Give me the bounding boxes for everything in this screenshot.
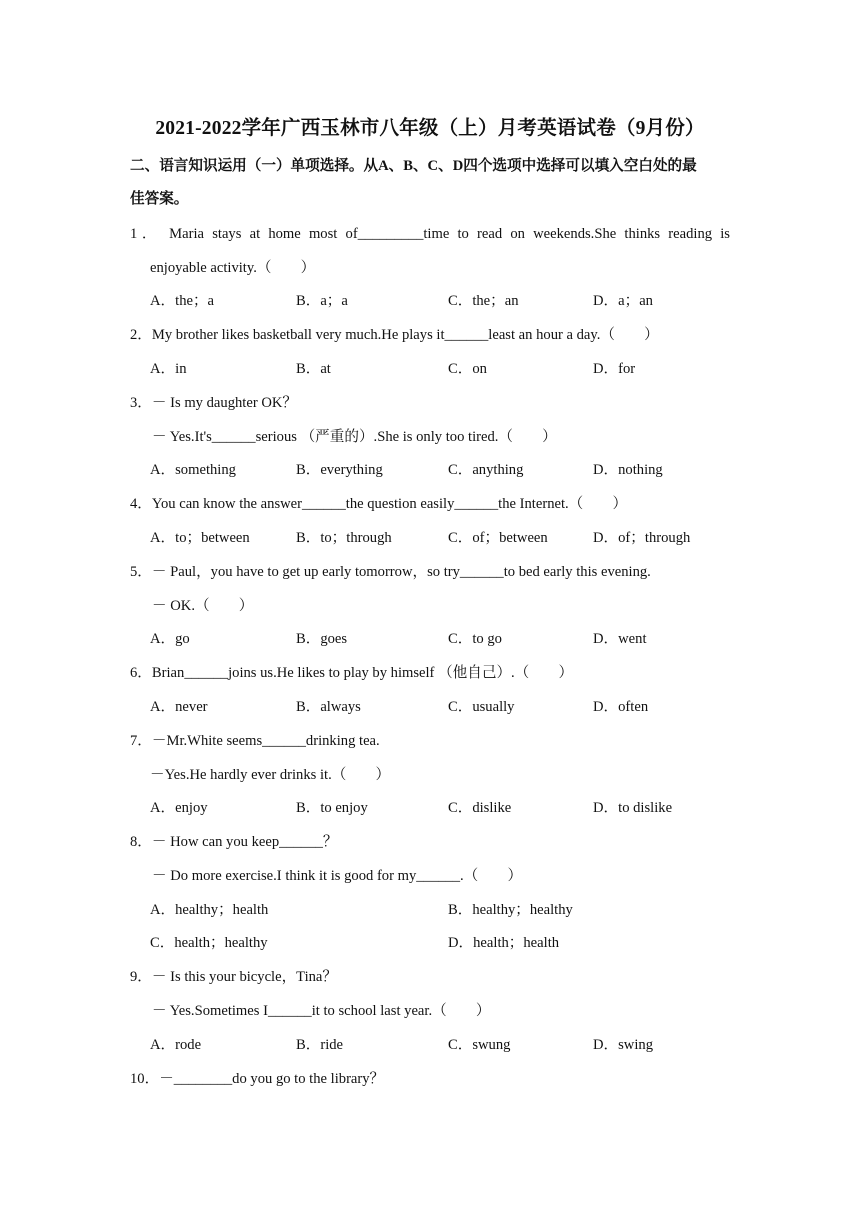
question-5-option-b: B．goes: [296, 631, 348, 647]
question-9-option-c: C．swung: [448, 1037, 511, 1053]
question-4-option-d: D．of；through: [593, 530, 691, 546]
question-7-option-c: C．dislike: [448, 800, 512, 816]
question-7-option-b: B．to enjoy: [296, 800, 368, 816]
question-10-stem: 10．－________do you go to the library？: [130, 1071, 385, 1087]
question-8-option-d: D．health；health: [448, 935, 560, 951]
question-3-option-c: C．anything: [448, 462, 524, 478]
question-1-option-b: B．a；a: [296, 293, 348, 309]
question-9-stem-cont: － Yes.Sometimes I______it to school last year.（ ）: [152, 1003, 491, 1019]
question-9-stem: 9．－ Is this your bicycle，Tina？: [130, 969, 338, 985]
question-5-option-a: A．go: [150, 631, 190, 647]
question-5-stem-cont: － OK.（ ）: [152, 598, 254, 614]
question-2-option-c: C．on: [448, 361, 487, 377]
question-1-option-a: A．the；a: [150, 293, 215, 309]
question-9-option-a: A．rode: [150, 1037, 202, 1053]
page-title: 2021-2022学年广西玉林市八年级（上）月考英语试卷（9月份）: [155, 118, 705, 139]
question-6-option-c: C．usually: [448, 699, 515, 715]
question-9-option-d: D．swing: [593, 1037, 653, 1053]
question-6-option-b: B．always: [296, 699, 361, 715]
question-7-stem-cont: －Yes.He hardly ever drinks it.（ ）: [150, 767, 391, 783]
question-4-stem: 4．You can know the answer______the question easily______the Internet.（ ）: [130, 496, 628, 512]
question-1-option-d: D．a；an: [593, 293, 653, 309]
question-2-option-a: A．in: [150, 361, 187, 377]
question-3-option-a: A．something: [150, 462, 236, 478]
question-4-option-a: A．to；between: [150, 530, 250, 546]
question-4-option-b: B．to；through: [296, 530, 392, 546]
question-5-stem: 5．－ Paul，you have to get up early tomorrow，so try______to bed early this evening.: [130, 564, 651, 580]
question-2-option-d: D．for: [593, 361, 636, 377]
question-8-option-b: B．healthy；healthy: [448, 902, 573, 918]
question-7-stem: 7．－Mr.White seems______drinking tea.: [130, 733, 380, 749]
question-1-stem-cont: enjoyable activity.（ ）: [150, 260, 316, 276]
question-6-option-a: A．never: [150, 699, 208, 715]
question-8-stem-cont: － Do more exercise.I think it is good for my______.（ ）: [152, 868, 523, 884]
question-1-option-c: C．the；an: [448, 293, 519, 309]
question-6-stem: 6．Brian______joins us.He likes to play by himself （他自己）.（ ）: [130, 665, 574, 681]
question-2-stem: 2．My brother likes basketball very much.He plays it______least an hour a day.（ ）: [130, 327, 659, 343]
question-3-stem-cont: － Yes.It's______serious （严重的）.She is only too tired.（ ）: [152, 429, 557, 445]
question-5-option-d: D．went: [593, 631, 647, 647]
question-1-stem: 1． Maria stays at home most of_________time to read on weekends.She thinks reading is: [130, 226, 730, 242]
question-3-stem: 3．－ Is my daughter OK？: [130, 395, 297, 411]
question-9-option-b: B．ride: [296, 1037, 344, 1053]
question-8-option-c: C．health；healthy: [150, 935, 268, 951]
question-3-option-b: B．everything: [296, 462, 383, 478]
question-7-option-a: A．enjoy: [150, 800, 208, 816]
question-8-stem: 8．－ How can you keep______？: [130, 834, 338, 850]
question-5-option-c: C．to go: [448, 631, 502, 647]
question-3-option-d: D．nothing: [593, 462, 663, 478]
question-2-option-b: B．at: [296, 361, 331, 377]
section-instruction-line-1: 二、语言知识运用（一）单项选择。从A、B、C、D四个选项中选择可以填入空白处的最: [130, 158, 697, 174]
question-4-option-c: C．of；between: [448, 530, 548, 546]
section-instruction-line-2: 佳答案。: [130, 191, 189, 207]
question-7-option-d: D．to dislike: [593, 800, 673, 816]
question-6-option-d: D．often: [593, 699, 649, 715]
question-8-option-a: A．healthy；health: [150, 902, 269, 918]
